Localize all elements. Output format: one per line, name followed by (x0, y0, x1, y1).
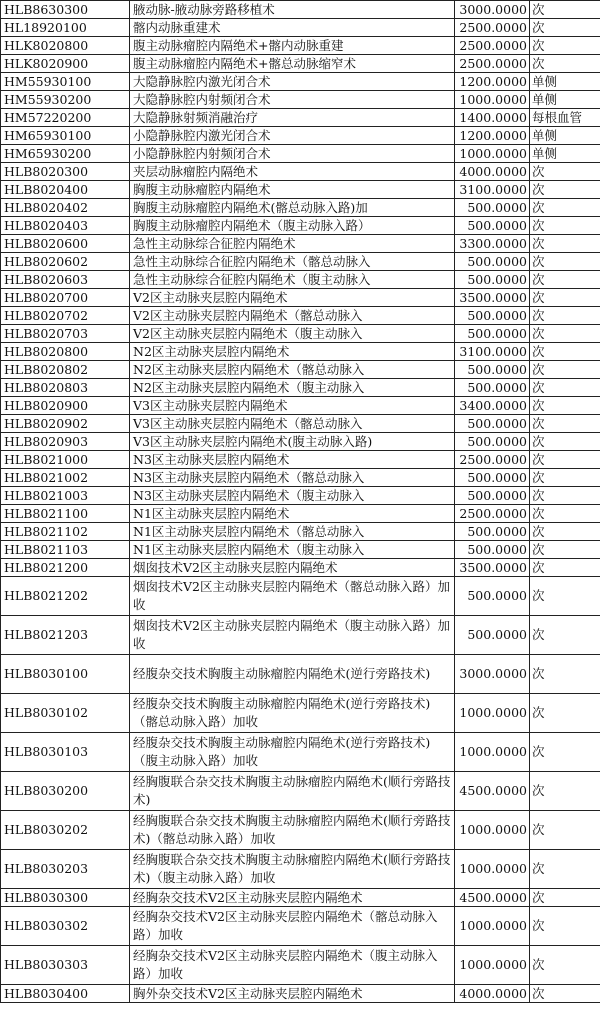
cell-name: 胸腹主动脉瘤腔内隔绝术(髂总动脉入路)加 (130, 199, 455, 217)
cell-unit: 次 (530, 985, 600, 1003)
cell-code: HLB8030100 (1, 655, 130, 694)
cell-name: 腋动脉-腋动脉旁路移植术 (130, 1, 455, 19)
cell-unit: 次 (530, 217, 600, 235)
cell-price: 3000.0000 (455, 1, 530, 19)
table-row (1, 577, 600, 616)
cell-name: 经腹杂交技术胸腹主动脉瘤腔内隔绝术(逆行旁路技术)（腹主动脉入路）加收 (130, 733, 455, 772)
cell-price: 3500.0000 (455, 289, 530, 307)
cell-price: 3500.0000 (455, 559, 530, 577)
cell-code: HLB8020400 (1, 181, 130, 199)
cell-name: V2区主动脉夹层腔内隔绝术（腹主动脉入 (130, 325, 455, 343)
cell-code: HLB8020803 (1, 379, 130, 397)
cell-unit: 次 (530, 433, 600, 451)
cell-code: HLB8021102 (1, 523, 130, 541)
cell-price: 500.0000 (455, 379, 530, 397)
cell-price: 500.0000 (455, 415, 530, 433)
cell-unit: 次 (530, 577, 600, 616)
cell-unit: 次 (530, 523, 600, 541)
cell-code: HLB8021002 (1, 469, 130, 487)
cell-unit: 次 (530, 469, 600, 487)
cell-name: N3区主动脉夹层腔内隔绝术（腹主动脉入 (130, 487, 455, 505)
table-row (1, 127, 600, 145)
table-row (1, 109, 600, 127)
cell-price: 4500.0000 (455, 772, 530, 811)
cell-unit: 次 (530, 616, 600, 655)
cell-unit: 次 (530, 733, 600, 772)
cell-name: N2区主动脉夹层腔内隔绝术（髂总动脉入 (130, 361, 455, 379)
cell-price: 4000.0000 (455, 163, 530, 181)
cell-name: N1区主动脉夹层腔内隔绝术（髂总动脉入 (130, 523, 455, 541)
table-row (1, 523, 600, 541)
cell-price: 1000.0000 (455, 946, 530, 985)
cell-unit: 次 (530, 907, 600, 946)
cell-code: HLB8021103 (1, 541, 130, 559)
table-row (1, 37, 600, 55)
cell-name: 腹主动脉瘤腔内隔绝术+髂内动脉重建 (130, 37, 455, 55)
cell-price: 500.0000 (455, 307, 530, 325)
cell-code: HLB8630300 (1, 1, 130, 19)
cell-unit: 次 (530, 361, 600, 379)
cell-unit: 次 (530, 559, 600, 577)
cell-name: 经腹杂交技术胸腹主动脉瘤腔内隔绝术(逆行旁路技术)（髂总动脉入路）加收 (130, 694, 455, 733)
cell-price: 1000.0000 (455, 91, 530, 109)
cell-unit: 次 (530, 271, 600, 289)
table-row (1, 655, 600, 694)
table-row (1, 415, 600, 433)
table-row (1, 307, 600, 325)
cell-name: 经胸腹联合杂交技术胸腹主动脉瘤腔内隔绝术(顺行旁路技术)（髂总动脉入路）加收 (130, 811, 455, 850)
cell-code: HLB8020402 (1, 199, 130, 217)
cell-name: 经胸腹联合杂交技术胸腹主动脉瘤腔内隔绝术(顺行旁路技术) (130, 772, 455, 811)
cell-name: N3区主动脉夹层腔内隔绝术 (130, 451, 455, 469)
cell-code: HLB8020703 (1, 325, 130, 343)
cell-name: N1区主动脉夹层腔内隔绝术（腹主动脉入 (130, 541, 455, 559)
table-row (1, 379, 600, 397)
cell-name: 髂内动脉重建术 (130, 19, 455, 37)
cell-name: 经胸杂交技术V2区主动脉夹层腔内隔绝术（腹主动脉入路）加收 (130, 946, 455, 985)
cell-unit: 次 (530, 889, 600, 907)
cell-name: V3区主动脉夹层腔内隔绝术(腹主动脉入路) (130, 433, 455, 451)
cell-unit: 次 (530, 505, 600, 523)
cell-unit: 单侧 (530, 145, 600, 163)
cell-unit: 次 (530, 181, 600, 199)
cell-code: HLB8030303 (1, 946, 130, 985)
cell-name: 小隐静脉腔内射频闭合术 (130, 145, 455, 163)
cell-name: V3区主动脉夹层腔内隔绝术 (130, 397, 455, 415)
table-row (1, 616, 600, 655)
cell-code: HLB8020403 (1, 217, 130, 235)
table-row (1, 199, 600, 217)
cell-code: HM57220200 (1, 109, 130, 127)
cell-code: HLB8020700 (1, 289, 130, 307)
cell-price: 500.0000 (455, 199, 530, 217)
cell-unit: 次 (530, 37, 600, 55)
cell-price: 500.0000 (455, 433, 530, 451)
cell-name: 烟囱技术V2区主动脉夹层腔内隔绝术（腹主动脉入路）加收 (130, 616, 455, 655)
cell-code: HLB8020800 (1, 343, 130, 361)
cell-price: 500.0000 (455, 616, 530, 655)
cell-unit: 次 (530, 694, 600, 733)
cell-code: HLB8030200 (1, 772, 130, 811)
cell-code: HLK8020900 (1, 55, 130, 73)
cell-code: HLB8021203 (1, 616, 130, 655)
table-row (1, 19, 600, 37)
cell-name: 大隐静脉腔内激光闭合术 (130, 73, 455, 91)
cell-price: 500.0000 (455, 253, 530, 271)
cell-name: 大隐静脉射频消融治疗 (130, 109, 455, 127)
cell-unit: 单侧 (530, 127, 600, 145)
cell-name: 经腹杂交技术胸腹主动脉瘤腔内隔绝术(逆行旁路技术) (130, 655, 455, 694)
table-row (1, 1, 600, 19)
cell-name: 经胸腹联合杂交技术胸腹主动脉瘤腔内隔绝术(顺行旁路技术)（腹主动脉入路）加收 (130, 850, 455, 889)
cell-unit: 次 (530, 325, 600, 343)
cell-price: 500.0000 (455, 523, 530, 541)
cell-unit: 单侧 (530, 91, 600, 109)
cell-code: HM65930100 (1, 127, 130, 145)
table-row (1, 55, 600, 73)
cell-unit: 次 (530, 55, 600, 73)
cell-unit: 次 (530, 397, 600, 415)
cell-unit: 次 (530, 811, 600, 850)
cell-unit: 次 (530, 163, 600, 181)
cell-code: HLB8021202 (1, 577, 130, 616)
cell-code: HLB8030302 (1, 907, 130, 946)
cell-price: 1200.0000 (455, 127, 530, 145)
cell-name: V3区主动脉夹层腔内隔绝术（髂总动脉入 (130, 415, 455, 433)
cell-unit: 次 (530, 1, 600, 19)
cell-code: HLB8021200 (1, 559, 130, 577)
cell-unit: 次 (530, 451, 600, 469)
cell-code: HLB8020702 (1, 307, 130, 325)
cell-code: HLK8020800 (1, 37, 130, 55)
cell-name: V2区主动脉夹层腔内隔绝术（髂总动脉入 (130, 307, 455, 325)
table-row (1, 733, 600, 772)
cell-price: 1000.0000 (455, 907, 530, 946)
cell-price: 1000.0000 (455, 145, 530, 163)
cell-unit: 次 (530, 946, 600, 985)
cell-code: HLB8030103 (1, 733, 130, 772)
cell-name: V2区主动脉夹层腔内隔绝术 (130, 289, 455, 307)
cell-price: 1000.0000 (455, 811, 530, 850)
table-row (1, 505, 600, 523)
table-row (1, 289, 600, 307)
cell-price: 3100.0000 (455, 181, 530, 199)
table-row (1, 271, 600, 289)
cell-code: HL18920100 (1, 19, 130, 37)
cell-price: 1200.0000 (455, 73, 530, 91)
table-row (1, 163, 600, 181)
cell-price: 500.0000 (455, 469, 530, 487)
table-row (1, 811, 600, 850)
cell-name: 急性主动脉综合征腔内隔绝术 (130, 235, 455, 253)
cell-price: 500.0000 (455, 361, 530, 379)
table-row (1, 985, 600, 1003)
cell-code: HLB8020602 (1, 253, 130, 271)
cell-code: HLB8020600 (1, 235, 130, 253)
cell-price: 2500.0000 (455, 451, 530, 469)
cell-name: 大隐静脉腔内射频闭合术 (130, 91, 455, 109)
cell-unit: 单侧 (530, 73, 600, 91)
cell-name: 小隐静脉腔内激光闭合术 (130, 127, 455, 145)
cell-unit: 每根血管 (530, 109, 600, 127)
cell-code: HM55930100 (1, 73, 130, 91)
cell-code: HLB8020300 (1, 163, 130, 181)
cell-price: 500.0000 (455, 271, 530, 289)
table-row (1, 889, 600, 907)
cell-unit: 次 (530, 19, 600, 37)
table-row (1, 451, 600, 469)
table-row (1, 541, 600, 559)
price-table-body (1, 1, 600, 1003)
cell-code: HLB8030300 (1, 889, 130, 907)
cell-code: HLB8021100 (1, 505, 130, 523)
cell-unit: 次 (530, 850, 600, 889)
cell-name: 经胸杂交技术V2区主动脉夹层腔内隔绝术（髂总动脉入路）加收 (130, 907, 455, 946)
cell-unit: 次 (530, 289, 600, 307)
cell-price: 500.0000 (455, 577, 530, 616)
cell-code: HLB8030102 (1, 694, 130, 733)
cell-unit: 次 (530, 199, 600, 217)
cell-code: HLB8020802 (1, 361, 130, 379)
cell-price: 1400.0000 (455, 109, 530, 127)
cell-unit: 次 (530, 415, 600, 433)
cell-code: HLB8020603 (1, 271, 130, 289)
cell-code: HM55930200 (1, 91, 130, 109)
table-row (1, 361, 600, 379)
cell-price: 1000.0000 (455, 850, 530, 889)
table-row (1, 946, 600, 985)
table-row (1, 217, 600, 235)
table-row (1, 145, 600, 163)
cell-price: 500.0000 (455, 325, 530, 343)
table-row (1, 181, 600, 199)
cell-name: 烟囱技术V2区主动脉夹层腔内隔绝术 (130, 559, 455, 577)
table-row (1, 235, 600, 253)
cell-price: 3300.0000 (455, 235, 530, 253)
cell-price: 4500.0000 (455, 889, 530, 907)
table-row (1, 325, 600, 343)
cell-name: N3区主动脉夹层腔内隔绝术（髂总动脉入 (130, 469, 455, 487)
cell-code: HLB8021000 (1, 451, 130, 469)
table-row (1, 907, 600, 946)
cell-name: 胸腹主动脉瘤腔内隔绝术（腹主动脉入路） (130, 217, 455, 235)
table-row (1, 487, 600, 505)
cell-price: 1000.0000 (455, 694, 530, 733)
cell-price: 3000.0000 (455, 655, 530, 694)
cell-name: 急性主动脉综合征腔内隔绝术（腹主动脉入 (130, 271, 455, 289)
table-row (1, 73, 600, 91)
table-row (1, 850, 600, 889)
cell-price: 500.0000 (455, 541, 530, 559)
table-row (1, 397, 600, 415)
cell-price: 3100.0000 (455, 343, 530, 361)
table-row (1, 91, 600, 109)
cell-name: N2区主动脉夹层腔内隔绝术 (130, 343, 455, 361)
cell-code: HM65930200 (1, 145, 130, 163)
cell-code: HLB8030202 (1, 811, 130, 850)
cell-name: 胸腹主动脉瘤腔内隔绝术 (130, 181, 455, 199)
cell-name: 经胸杂交技术V2区主动脉夹层腔内隔绝术 (130, 889, 455, 907)
table-row (1, 343, 600, 361)
cell-name: 急性主动脉综合征腔内隔绝术（髂总动脉入 (130, 253, 455, 271)
cell-code: HLB8020902 (1, 415, 130, 433)
cell-code: HLB8020903 (1, 433, 130, 451)
cell-code: HLB8020900 (1, 397, 130, 415)
cell-code: HLB8030203 (1, 850, 130, 889)
cell-unit: 次 (530, 253, 600, 271)
cell-name: N1区主动脉夹层腔内隔绝术 (130, 505, 455, 523)
cell-code: HLB8021003 (1, 487, 130, 505)
table-row (1, 433, 600, 451)
cell-price: 500.0000 (455, 487, 530, 505)
cell-unit: 次 (530, 343, 600, 361)
cell-name: 夹层动脉瘤腔内隔绝术 (130, 163, 455, 181)
table-row (1, 469, 600, 487)
cell-price: 4000.0000 (455, 985, 530, 1003)
cell-unit: 次 (530, 772, 600, 811)
cell-price: 2500.0000 (455, 505, 530, 523)
table-row (1, 253, 600, 271)
cell-name: 腹主动脉瘤腔内隔绝术+髂总动脉缩窄术 (130, 55, 455, 73)
table-row (1, 694, 600, 733)
cell-name: 胸外杂交技术V2区主动脉夹层腔内隔绝术 (130, 985, 455, 1003)
cell-price: 2500.0000 (455, 55, 530, 73)
cell-price: 3400.0000 (455, 397, 530, 415)
cell-name: N2区主动脉夹层腔内隔绝术（腹主动脉入 (130, 379, 455, 397)
cell-unit: 次 (530, 379, 600, 397)
cell-unit: 次 (530, 235, 600, 253)
cell-price: 1000.0000 (455, 733, 530, 772)
table-row (1, 559, 600, 577)
cell-name: 烟囱技术V2区主动脉夹层腔内隔绝术（髂总动脉入路）加收 (130, 577, 455, 616)
table-row (1, 772, 600, 811)
cell-unit: 次 (530, 487, 600, 505)
cell-price: 2500.0000 (455, 37, 530, 55)
cell-price: 500.0000 (455, 217, 530, 235)
cell-unit: 次 (530, 307, 600, 325)
cell-price: 2500.0000 (455, 19, 530, 37)
cell-unit: 次 (530, 541, 600, 559)
cell-unit: 次 (530, 655, 600, 694)
cell-code: HLB8030400 (1, 985, 130, 1003)
